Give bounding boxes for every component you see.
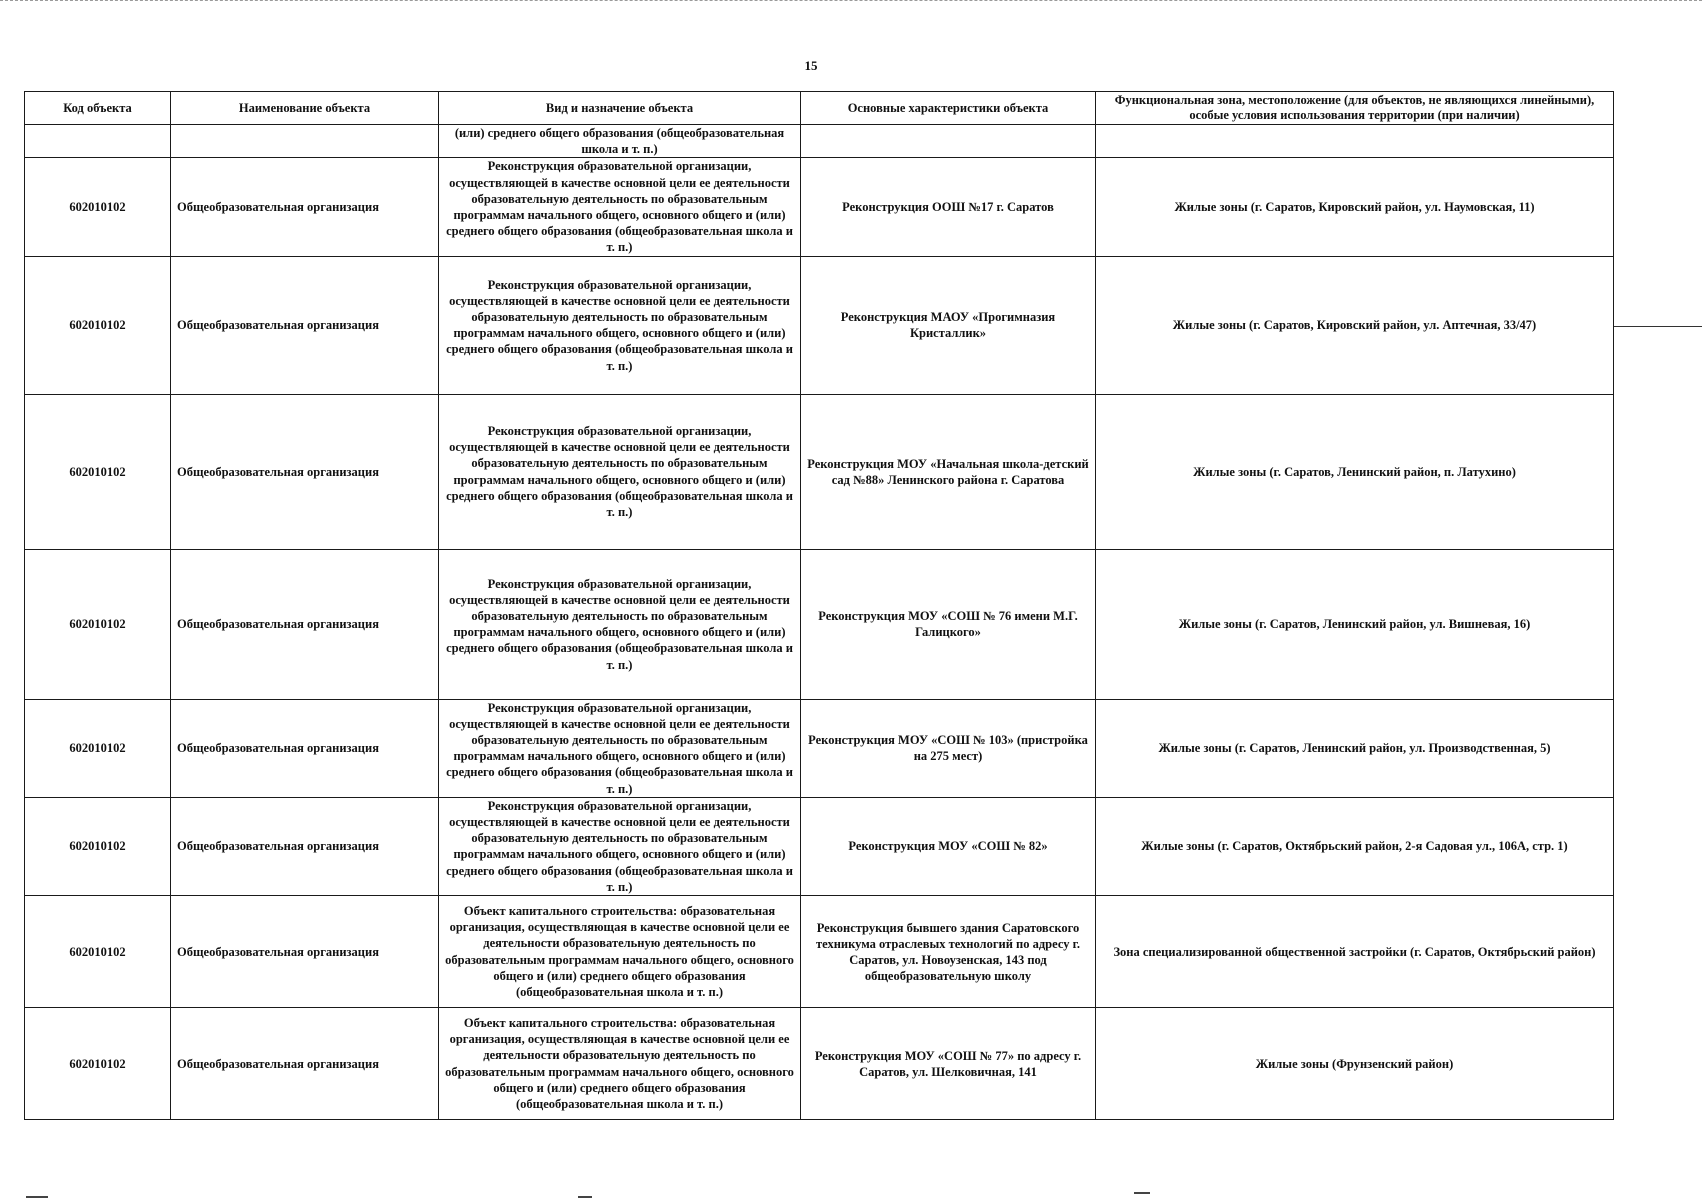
table-header-row	[25, 92, 1614, 125]
cell-code: 602010102	[25, 549, 171, 699]
table-row-continuation	[25, 125, 1614, 158]
cell-purpose: (или) среднего общего образования (общеобразовательная школа и т. п.)	[439, 125, 801, 158]
cell-zone: Жилые зоны (Фрунзенский район)	[1096, 1008, 1614, 1120]
cell-purpose: Реконструкция образовательной организации, осуществляющей в качестве основной цели ее деятельности образовательную деятельность по образовательным программам начального общего, основного общего и (или) среднего общего образования (общеобразовательная школа и т. п.)	[439, 256, 801, 394]
header-code: Код объекта	[25, 92, 171, 125]
cell-zone: Жилые зоны (г. Саратов, Ленинский район, ул. Производственная, 5)	[1096, 699, 1614, 797]
cell-characteristics: Реконструкция бывшего здания Саратовского техникума отраслевых технологий по адресу г. Саратов, ул. Новоузенская, 143 под общеобразовательную школу	[801, 896, 1096, 1008]
cell-characteristics	[801, 125, 1096, 158]
cell-name: Общеобразовательная организация	[171, 394, 439, 549]
cell-purpose: Реконструкция образовательной организации, осуществляющей в качестве основной цели ее деятельности образовательную деятельность по образовательным программам начального общего, основного общего и (или) среднего общего образования (общеобразовательная школа и т. п.)	[439, 699, 801, 797]
cell-zone: Жилые зоны (г. Саратов, Ленинский район, п. Латухино)	[1096, 394, 1614, 549]
objects-table	[24, 91, 1614, 1120]
cell-name: Общеобразовательная организация	[171, 256, 439, 394]
cell-code: 602010102	[25, 896, 171, 1008]
cell-purpose: Реконструкция образовательной организации, осуществляющей в качестве основной цели ее деятельности образовательную деятельность по образовательным программам начального общего, основного общего и (или) среднего общего образования (общеобразовательная школа и т. п.)	[439, 797, 801, 895]
cell-name: Общеобразовательная организация	[171, 797, 439, 895]
cell-zone	[1096, 125, 1614, 158]
cell-purpose: Объект капитального строительства: образовательная организация, осуществляющая в качестве основной цели ее деятельности образовательную деятельность по образовательным программам начального общего, основного общего и (или) среднего общего образования (общеобразовательная школа и т. п.)	[439, 896, 801, 1008]
cell-code: 602010102	[25, 1008, 171, 1120]
header-zone: Функциональная зона, местоположение (для объектов, не являющихся линейными), особые условия использования территории (при наличии)	[1096, 92, 1614, 125]
cell-characteristics: Реконструкция МОУ «СОШ № 76 имени М.Г. Галицкого»	[801, 549, 1096, 699]
scan-artifact-mark	[1134, 1192, 1150, 1194]
cell-characteristics: Реконструкция МАОУ «Прогимназия Кристаллик»	[801, 256, 1096, 394]
scan-edge-top	[0, 0, 1702, 3]
cell-zone: Жилые зоны (г. Саратов, Октябрьский район, 2-я Садовая ул., 106А, стр. 1)	[1096, 797, 1614, 895]
cell-name: Общеобразовательная организация	[171, 1008, 439, 1120]
cell-characteristics: Реконструкция МОУ «СОШ № 77» по адресу г. Саратов, ул. Шелковичная, 141	[801, 1008, 1096, 1120]
cell-characteristics: Реконструкция МОУ «Начальная школа-детский сад №88» Ленинского района г. Саратова	[801, 394, 1096, 549]
table-row	[25, 1008, 1614, 1120]
cell-characteristics: Реконструкция МОУ «СОШ № 82»	[801, 797, 1096, 895]
header-characteristics: Основные характеристики объекта	[801, 92, 1096, 125]
cell-characteristics: Реконструкция ООШ №17 г. Саратов	[801, 158, 1096, 256]
cell-purpose: Реконструкция образовательной организации, осуществляющей в качестве основной цели ее деятельности образовательную деятельность по образовательным программам начального общего, основного общего и (или) среднего общего образования (общеобразовательная школа и т. п.)	[439, 158, 801, 256]
cell-code: 602010102	[25, 797, 171, 895]
table-row	[25, 256, 1614, 394]
header-name: Наименование объекта	[171, 92, 439, 125]
cell-zone: Зона специализированной общественной застройки (г. Саратов, Октябрьский район)	[1096, 896, 1614, 1008]
cell-code: 602010102	[25, 256, 171, 394]
table-row	[25, 549, 1614, 699]
cell-characteristics: Реконструкция МОУ «СОШ № 103» (пристройка на 275 мест)	[801, 699, 1096, 797]
cell-code: 602010102	[25, 394, 171, 549]
header-purpose: Вид и назначение объекта	[439, 92, 801, 125]
table-row	[25, 896, 1614, 1008]
cell-purpose: Объект капитального строительства: образовательная организация, осуществляющая в качестве основной цели ее деятельности образовательную деятельность по образовательным программам начального общего, основного общего и (или) среднего общего образования (общеобразовательная школа и т. п.)	[439, 1008, 801, 1120]
cell-zone: Жилые зоны (г. Саратов, Кировский район, ул. Наумовская, 11)	[1096, 158, 1614, 256]
cell-name	[171, 125, 439, 158]
table-row	[25, 699, 1614, 797]
cell-zone: Жилые зоны (г. Саратов, Кировский район, ул. Аптечная, 33/47)	[1096, 256, 1614, 394]
cell-code: 602010102	[25, 699, 171, 797]
table-row	[25, 158, 1614, 256]
cell-purpose: Реконструкция образовательной организации, осуществляющей в качестве основной цели ее деятельности образовательную деятельность по образовательным программам начального общего, основного общего и (или) среднего общего образования (общеобразовательная школа и т. п.)	[439, 549, 801, 699]
page-number: 15	[804, 58, 818, 73]
cell-name: Общеобразовательная организация	[171, 896, 439, 1008]
cell-code	[25, 125, 171, 158]
cell-name: Общеобразовательная организация	[171, 699, 439, 797]
table-row	[25, 797, 1614, 895]
table-row	[25, 394, 1614, 549]
cell-name: Общеобразовательная организация	[171, 158, 439, 256]
scan-artifact-mark	[26, 1196, 48, 1198]
cell-zone: Жилые зоны (г. Саратов, Ленинский район, ул. Вишневая, 16)	[1096, 549, 1614, 699]
scan-artifact-mark	[578, 1196, 592, 1198]
cell-code: 602010102	[25, 158, 171, 256]
cell-name: Общеобразовательная организация	[171, 549, 439, 699]
scan-artifact-line	[1614, 326, 1702, 327]
cell-purpose: Реконструкция образовательной организации, осуществляющей в качестве основной цели ее деятельности образовательную деятельность по образовательным программам начального общего, основного общего и (или) среднего общего образования (общеобразовательная школа и т. п.)	[439, 394, 801, 549]
